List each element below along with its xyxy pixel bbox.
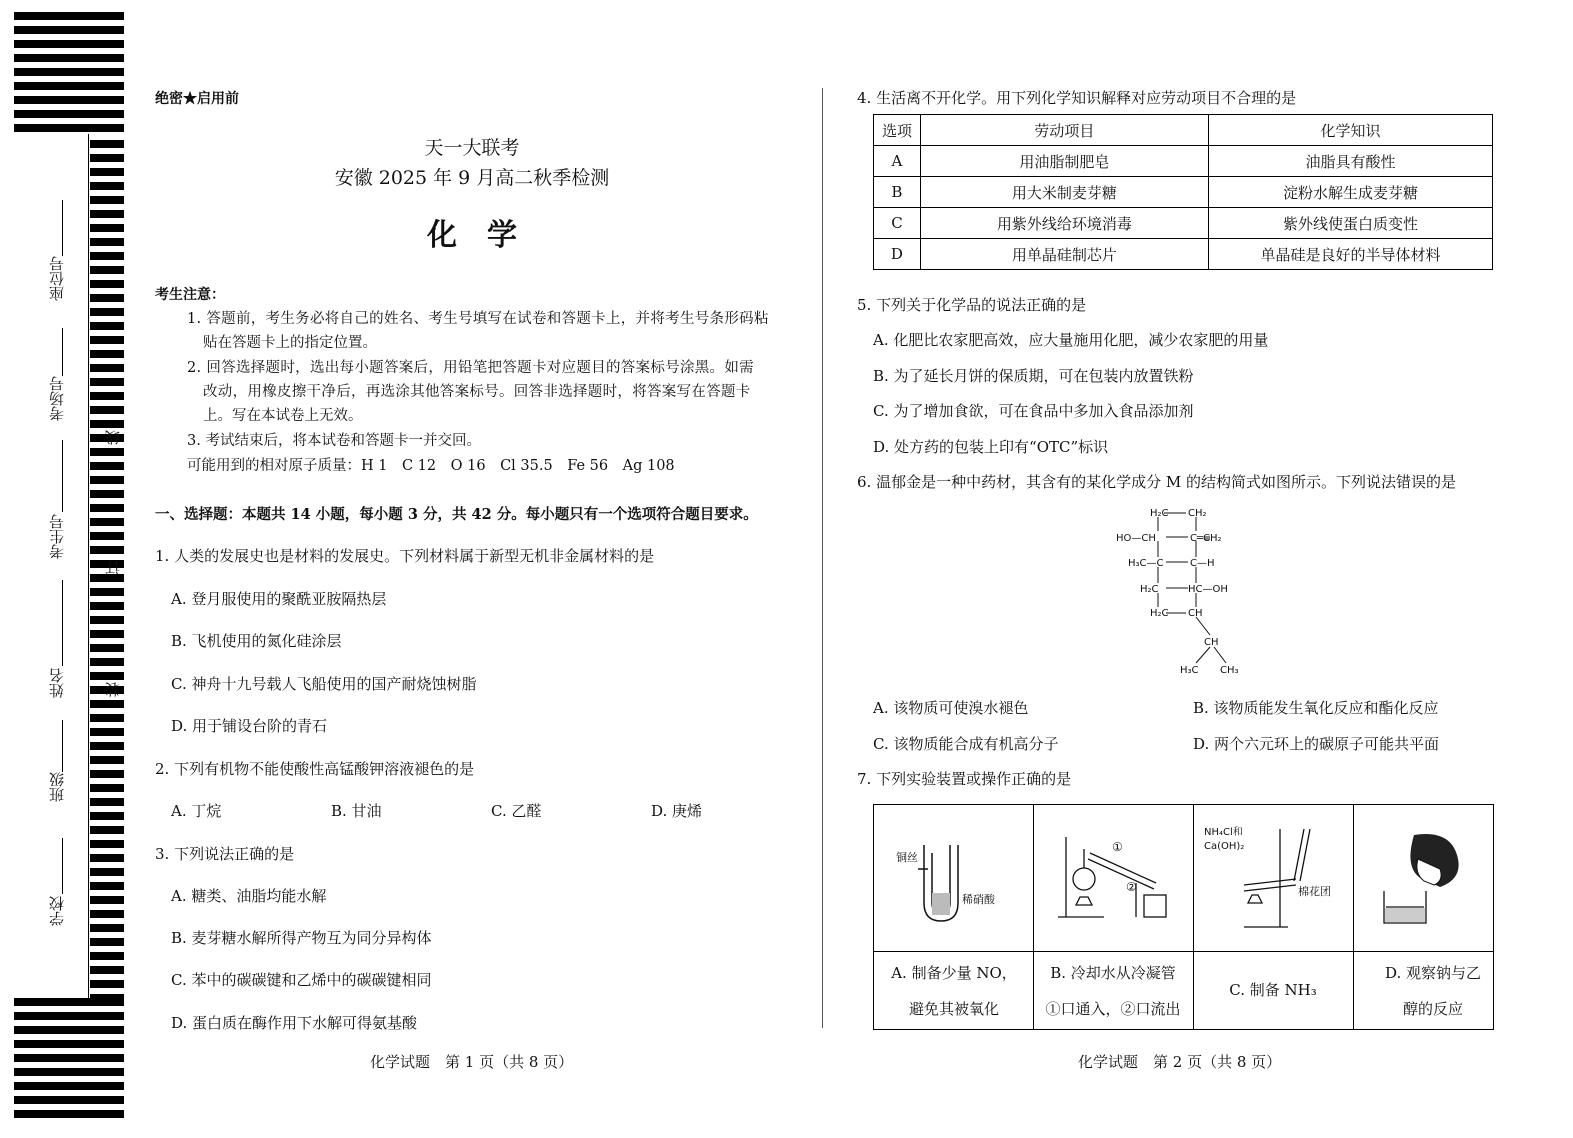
notice-item-2: 2. 回答选择题时，选出每小题答案后，用铅笔把答题卡对应题目的答案标号涂黑。如需 — [187, 360, 754, 376]
q1-option-d: D. 用于铺设台阶的青石 — [171, 717, 328, 735]
q7-divider — [874, 951, 1493, 952]
field-line — [62, 440, 63, 512]
q3-option-d: D. 蛋白质在酶作用下水解可得氨基酸 — [171, 1014, 418, 1032]
q1-option-b: B. 飞机使用的氮化硅涂层 — [171, 632, 342, 650]
notice-item-1-cont: 贴在答题卡上的指定位置。 — [203, 335, 377, 351]
field-line — [62, 838, 63, 894]
table-header-cell: 选项 — [874, 115, 921, 146]
q3-option-a: A. 糖类、油脂均能水解 — [171, 887, 327, 905]
q2-option-b: B. 甘油 — [331, 802, 382, 820]
q2-stem: 2. 下列有机物不能使酸性高锰酸钾溶液褪色的是 — [155, 760, 475, 778]
q6-option-a: A. 该物质可使溴水褪色 — [873, 699, 1029, 717]
exam-org: 天一大联考 — [424, 137, 520, 159]
q3-stem: 3. 下列说法正确的是 — [155, 845, 295, 863]
q7-caption-b-line1: B. 冷却水从冷凝管 — [1050, 964, 1176, 982]
q5-stem: 5. 下列关于化学品的说法正确的是 — [857, 296, 1087, 314]
bottom-stripes — [14, 998, 124, 1123]
table-cell: 油脂具有酸性 — [1208, 146, 1492, 177]
table-cell: 用大米制麦芽糖 — [920, 177, 1208, 208]
struct-label: CH₂ — [1188, 508, 1207, 519]
table-cell: D — [874, 239, 921, 270]
struct-label: HC—OH — [1188, 584, 1228, 595]
table-header-row — [874, 115, 1493, 146]
q5-option-d: D. 处方药的包装上印有“OTC”标识 — [873, 438, 1109, 456]
q1-option-c: C. 神舟十九号载人飞船使用的国产耐烧蚀树脂 — [171, 675, 477, 693]
q6-option-c: C. 该物质能合成有机高分子 — [873, 735, 1059, 753]
distillation-apparatus-icon — [1054, 829, 1179, 929]
barcode-stripe — [14, 26, 124, 34]
field-line — [62, 720, 63, 772]
table-row — [874, 239, 1493, 270]
page-divider — [822, 88, 823, 1028]
q3-option-b: B. 麦芽糖水解所得产物互为同分异构体 — [171, 929, 432, 947]
struct-label: CH — [1204, 637, 1219, 648]
section-heading: 一、选择题：本题共 14 小题，每小题 3 分，共 42 分。每小题只有一个选项符合题目要求。 — [155, 506, 758, 523]
field-name: 姓名 — [48, 668, 66, 698]
notice-title: 考生注意： — [155, 287, 225, 303]
q4-table — [873, 114, 1493, 270]
q7-stem: 7. 下列实验装置或操作正确的是 — [857, 770, 1072, 788]
q6-option-d: D. 两个六元环上的碳原子可能共平面 — [1193, 735, 1440, 753]
page-footer-1: 化学试题 第 1 页（共 8 页） — [370, 1053, 574, 1071]
field-class: 班级 — [48, 772, 66, 802]
barcode-stripe — [14, 40, 124, 48]
barcode-stripe — [14, 68, 124, 76]
table-cell: 用单晶硅制芯片 — [920, 239, 1208, 270]
observation-person-icon — [1374, 829, 1484, 939]
barcode-stripe — [14, 110, 124, 118]
q7-caption-d-line2: 醇的反应 — [1402, 1000, 1463, 1018]
q2-option-a: A. 丁烷 — [171, 802, 222, 820]
table-header-cell: 劳动项目 — [920, 115, 1208, 146]
notice-item-2-end: 上。写在本试卷上无效。 — [203, 408, 363, 424]
struct-label: H₃C—C — [1128, 558, 1164, 569]
field-line — [62, 328, 63, 376]
seal-line-char: 线 — [104, 430, 122, 445]
u-tube-apparatus-icon — [894, 833, 1024, 933]
table-cell: C — [874, 208, 921, 239]
page-footer-2: 化学试题 第 2 页（共 8 页） — [1078, 1053, 1282, 1071]
struct-label: H₂C — [1150, 608, 1169, 619]
structural-formula-svg — [1110, 503, 1260, 683]
img-label: 稀硝酸 — [962, 893, 995, 906]
q7-caption-a-line2: 避免其被氧化 — [908, 1000, 999, 1018]
q5-option-c: C. 为了增加食欲，可在食品中多加入食品添加剂 — [873, 402, 1194, 420]
img-label: ② — [1126, 880, 1137, 894]
notice-item-1: 1. 答题前，考生务必将自己的姓名、考生号填写在试卷和答题卡上，并将考生号条形码粘 — [187, 311, 769, 327]
q2-option-c: C. 乙醛 — [491, 802, 542, 820]
table-header-cell: 化学知识 — [1208, 115, 1492, 146]
q7-caption-c: C. 制备 NH₃ — [1229, 981, 1317, 999]
img-label: ① — [1112, 840, 1123, 854]
q7-figure-table — [873, 804, 1494, 1030]
barcode-stripe — [14, 82, 124, 90]
ammonia-apparatus-icon — [1204, 819, 1344, 939]
q2-option-d: D. 庚烯 — [651, 802, 703, 820]
q7-caption-b-line2: ①口通入，②口流出 — [1045, 1000, 1181, 1018]
table-row — [874, 208, 1493, 239]
img-label: Ca(OH)₂ — [1204, 841, 1245, 852]
q7-caption-a-line1: A. 制备少量 NO， — [891, 964, 1017, 982]
table-cell: B — [874, 177, 921, 208]
q7-caption-d-line1: D. 观察钠与乙 — [1384, 964, 1482, 982]
q4-stem: 4. 生活离不开化学。用下列化学知识解释对应劳动项目不合理的是 — [857, 89, 1297, 107]
struct-label: H₂C — [1140, 584, 1159, 595]
field-candidate-no: 考生号 — [48, 514, 66, 559]
struct-label: H₂C — [1150, 508, 1169, 519]
field-seat: 座位号 — [48, 256, 66, 301]
structural-formula — [1110, 503, 1260, 683]
table-cell: 用紫外线给环境消毒 — [920, 208, 1208, 239]
struct-label: H₃C — [1180, 665, 1199, 676]
table-cell: 淀粉水解生成麦芽糖 — [1208, 177, 1492, 208]
field-line — [62, 580, 63, 666]
q5-option-b: B. 为了延长月饼的保质期，可在包装内放置铁粉 — [873, 367, 1194, 385]
table-cell: 单晶硅是良好的半导体材料 — [1208, 239, 1492, 270]
barcode-stripe — [14, 12, 124, 20]
struct-label: C—H — [1190, 558, 1215, 569]
table-cell: 紫外线使蛋白质变性 — [1208, 208, 1492, 239]
struct-label: CH₃ — [1220, 665, 1239, 676]
struct-label: HO—CH — [1116, 533, 1156, 544]
notice-item-3: 3. 考试结束后，将本试卷和答题卡一并交回。 — [187, 433, 481, 449]
table-row — [874, 177, 1493, 208]
q6-stem: 6. 温郁金是一种中药材，其含有的某化学成分 M 的结构简式如图所示。下列说法错误的是 — [857, 473, 1456, 491]
q3-option-c: C. 苯中的碳碳键和乙烯中的碳碳键相同 — [171, 971, 432, 989]
exam-title: 安徽 2025 年 9 月高二秋季检测 — [334, 167, 610, 189]
field-school: 学校 — [48, 896, 66, 926]
table-row — [874, 146, 1493, 177]
img-label: 棉花团 — [1298, 885, 1331, 898]
q1-stem: 1. 人类的发展史也是材料的发展史。下列材料属于新型无机非金属材料的是 — [155, 547, 655, 565]
atomic-masses: 可能用到的相对原子质量：H 1 C 12 O 16 Cl 35.5 Fe 56 Ag 108 — [187, 458, 675, 474]
field-room: 考场号 — [48, 376, 66, 421]
subject-title: 化 学 — [427, 218, 517, 253]
barcode-stripe — [14, 124, 124, 132]
barcode-stripe — [14, 96, 124, 104]
seal-bind-char: 订 — [104, 560, 122, 575]
notice-item-2-cont: 改动，用橡皮擦干净后，再选涂其他答案标号。回答非选择题时，将答案写在答题卡 — [203, 384, 751, 400]
struct-label: CH — [1188, 608, 1203, 619]
seal-pack-char: 装 — [104, 682, 122, 697]
q6-option-b: B. 该物质能发生氧化反应和酯化反应 — [1193, 699, 1439, 717]
confidential-mark: 绝密★启用前 — [155, 91, 239, 107]
img-label: NH₄Cl和 — [1204, 827, 1243, 838]
table-cell: 用油脂制肥皂 — [920, 146, 1208, 177]
barcode-stripe — [14, 54, 124, 62]
struct-label: C═CH₂ — [1190, 533, 1222, 544]
table-cell: A — [874, 146, 921, 177]
binding-rule — [88, 134, 89, 1000]
img-label: 铜丝 — [896, 851, 918, 864]
q5-option-a: A. 化肥比农家肥高效，应大量施用化肥，减少农家肥的用量 — [873, 331, 1269, 349]
q1-option-a: A. 登月服使用的聚酰亚胺隔热层 — [171, 590, 387, 608]
